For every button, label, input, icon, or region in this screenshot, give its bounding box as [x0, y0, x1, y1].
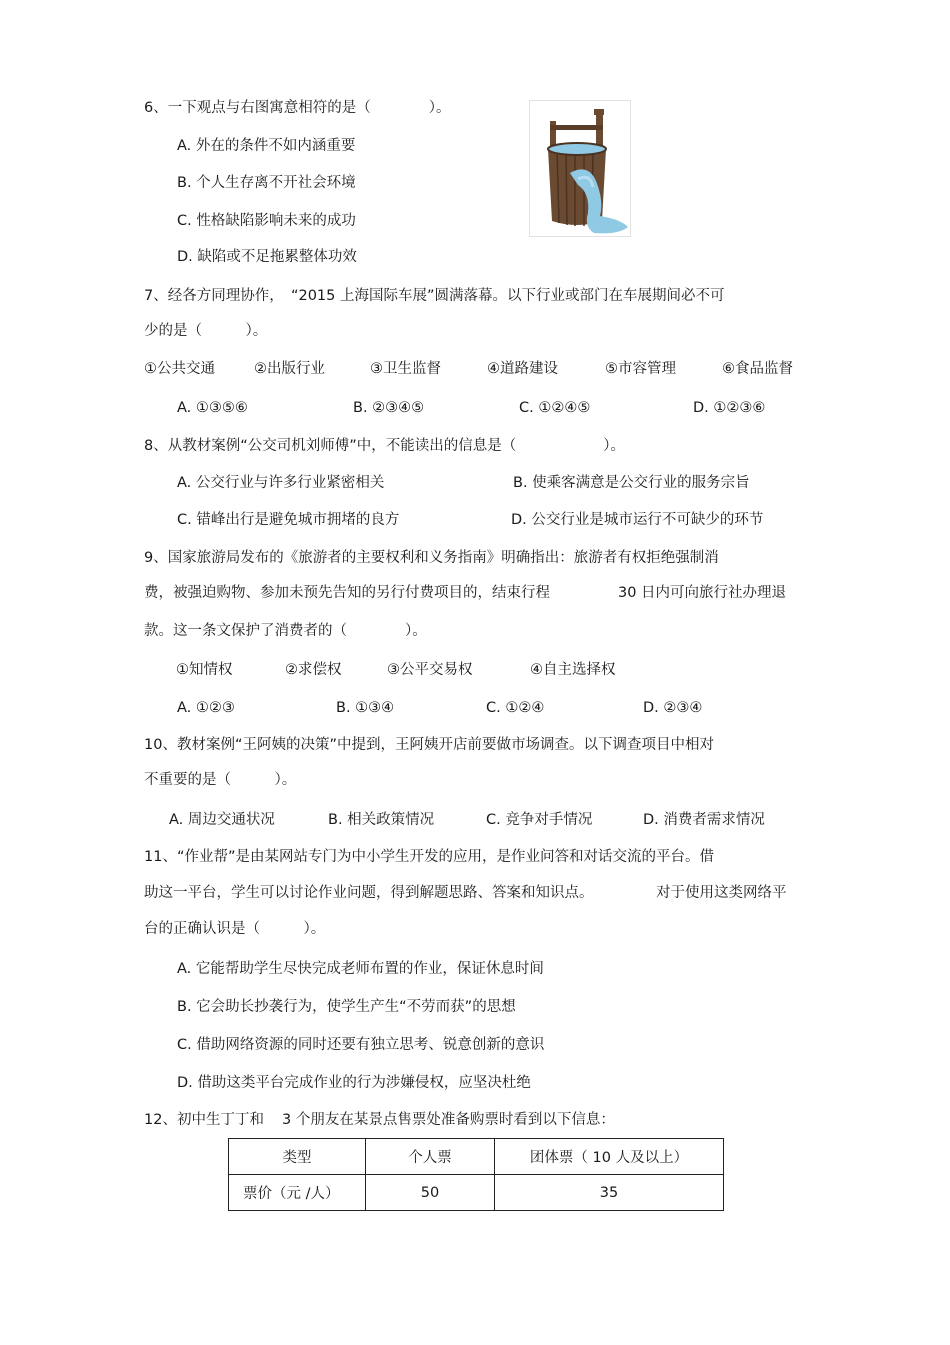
q11-stem-line2b: 对于使用这类网络平: [656, 885, 787, 901]
table-header-individual: 个人票: [366, 1139, 495, 1175]
q9-stem-line3: 款。这一条文保护了消费者的（ ）。: [144, 623, 427, 639]
q6-stem: 6、一下观点与右图寓意相符的是（ ）。: [144, 100, 451, 116]
table-cell-individual-price: 50: [366, 1175, 495, 1211]
q7-item-3: ③卫生监督: [370, 361, 441, 377]
q11-option-b: B. 它会助长抄袭行为，使学生产生“不劳而获”的思想: [177, 999, 516, 1015]
q7-stem-line1: 7、经各方同理协作， “2015 上海国际车展”圆满落幕。以下行业或部门在车展期间必不可: [144, 288, 725, 304]
q11-option-a: A. 它能帮助学生尽快完成老师布置的作业，保证休息时间: [177, 961, 544, 977]
q7-stem-line2: 少的是（ ）。: [144, 323, 268, 339]
q9-item-4: ④自主选择权: [530, 662, 616, 678]
q6-option-b: B. 个人生存离不开社会环境: [177, 175, 356, 191]
q8-option-b: B. 使乘客满意是公交行业的服务宗旨: [513, 475, 750, 491]
q8-option-a: A. 公交行业与许多行业紧密相关: [177, 475, 385, 491]
q9-option-d: D. ②③④: [643, 700, 703, 716]
q6-option-c: C. 性格缺陷影响未来的成功: [177, 213, 356, 229]
table-cell-group-price: 35: [495, 1175, 724, 1211]
q8-option-c: C. 错峰出行是避免城市拥堵的良方: [177, 512, 400, 528]
q10-option-b: B. 相关政策情况: [328, 812, 435, 828]
q7-item-4: ④道路建设: [487, 361, 558, 377]
q9-stem-line2a: 费，被强迫购物、参加未预先告知的另行付费项目的，结束行程: [144, 585, 550, 601]
q6-option-a: A. 外在的条件不如内涵重要: [177, 138, 356, 154]
q10-option-d: D. 消费者需求情况: [643, 812, 765, 828]
q10-option-c: C. 竞争对手情况: [486, 812, 593, 828]
ticket-price-table: [228, 1138, 724, 1211]
q7-option-a: A. ①③⑤⑥: [177, 400, 248, 416]
q7-item-5: ⑤市容管理: [605, 361, 676, 377]
q9-item-1: ①知情权: [176, 662, 233, 678]
q12-stem-a: 12、初中生丁丁和: [144, 1112, 264, 1128]
q9-item-2: ②求偿权: [285, 662, 342, 678]
q8-option-d: D. 公交行业是城市运行不可缺少的环节: [511, 512, 764, 528]
q7-item-6: ⑥食品监督: [722, 361, 793, 377]
q7-item-1: ①公共交通: [144, 361, 215, 377]
table-header-type: 类型: [229, 1139, 366, 1175]
q7-option-d: D. ①②③⑥: [693, 400, 766, 416]
table-header-row: [229, 1139, 724, 1175]
q9-stem-line1: 9、国家旅游局发布的《旅游者的主要权利和义务指南》明确指出：旅游者有权拒绝强制消: [144, 550, 719, 566]
q7-option-b: B. ②③④⑤: [353, 400, 425, 416]
q12-stem-b: 3 个朋友在某景点售票处准备购票时看到以下信息：: [282, 1112, 615, 1128]
q11-stem-line1: 11、“作业帮”是由某网站专门为中小学生开发的应用，是作业问答和对话交流的平台。借: [144, 849, 714, 865]
q10-stem-line1: 10、教材案例“王阿姨的决策”中提到，王阿姨开店前要做市场调查。以下调查项目中相对: [144, 737, 714, 753]
table-row: [229, 1175, 724, 1211]
q7-option-c: C. ①②④⑤: [519, 400, 591, 416]
q6-option-d: D. 缺陷或不足拖累整体功效: [177, 249, 357, 265]
table-cell-price-label: 票价（元 /人）: [229, 1175, 366, 1211]
q9-stem-line2b: 30 日内可向旅行社办理退: [618, 585, 787, 601]
q9-option-a: A. ①②③: [177, 700, 235, 716]
q9-option-c: C. ①②④: [486, 700, 545, 716]
q9-item-3: ③公平交易权: [387, 662, 473, 678]
q11-option-c: C. 借助网络资源的同时还要有独立思考、锐意创新的意识: [177, 1037, 545, 1053]
q8-stem: 8、从教材案例“公交司机刘师傅”中，不能读出的信息是（ ）。: [144, 438, 625, 454]
q10-stem-line2: 不重要的是（ ）。: [144, 772, 297, 788]
leaking-bucket-image: [529, 100, 631, 237]
q11-stem-line2a: 助这一平台，学生可以讨论作业问题，得到解题思路、答案和知识点。: [144, 885, 594, 901]
q11-option-d: D. 借助这类平台完成作业的行为涉嫌侵权，应坚决杜绝: [177, 1075, 531, 1091]
q7-item-2: ②出版行业: [254, 361, 325, 377]
q9-option-b: B. ①③④: [336, 700, 395, 716]
q11-stem-line3: 台的正确认识是（ ）。: [144, 921, 326, 937]
table-header-group: 团体票（ 10 人及以上）: [495, 1139, 724, 1175]
q10-option-a: A. 周边交通状况: [169, 812, 275, 828]
